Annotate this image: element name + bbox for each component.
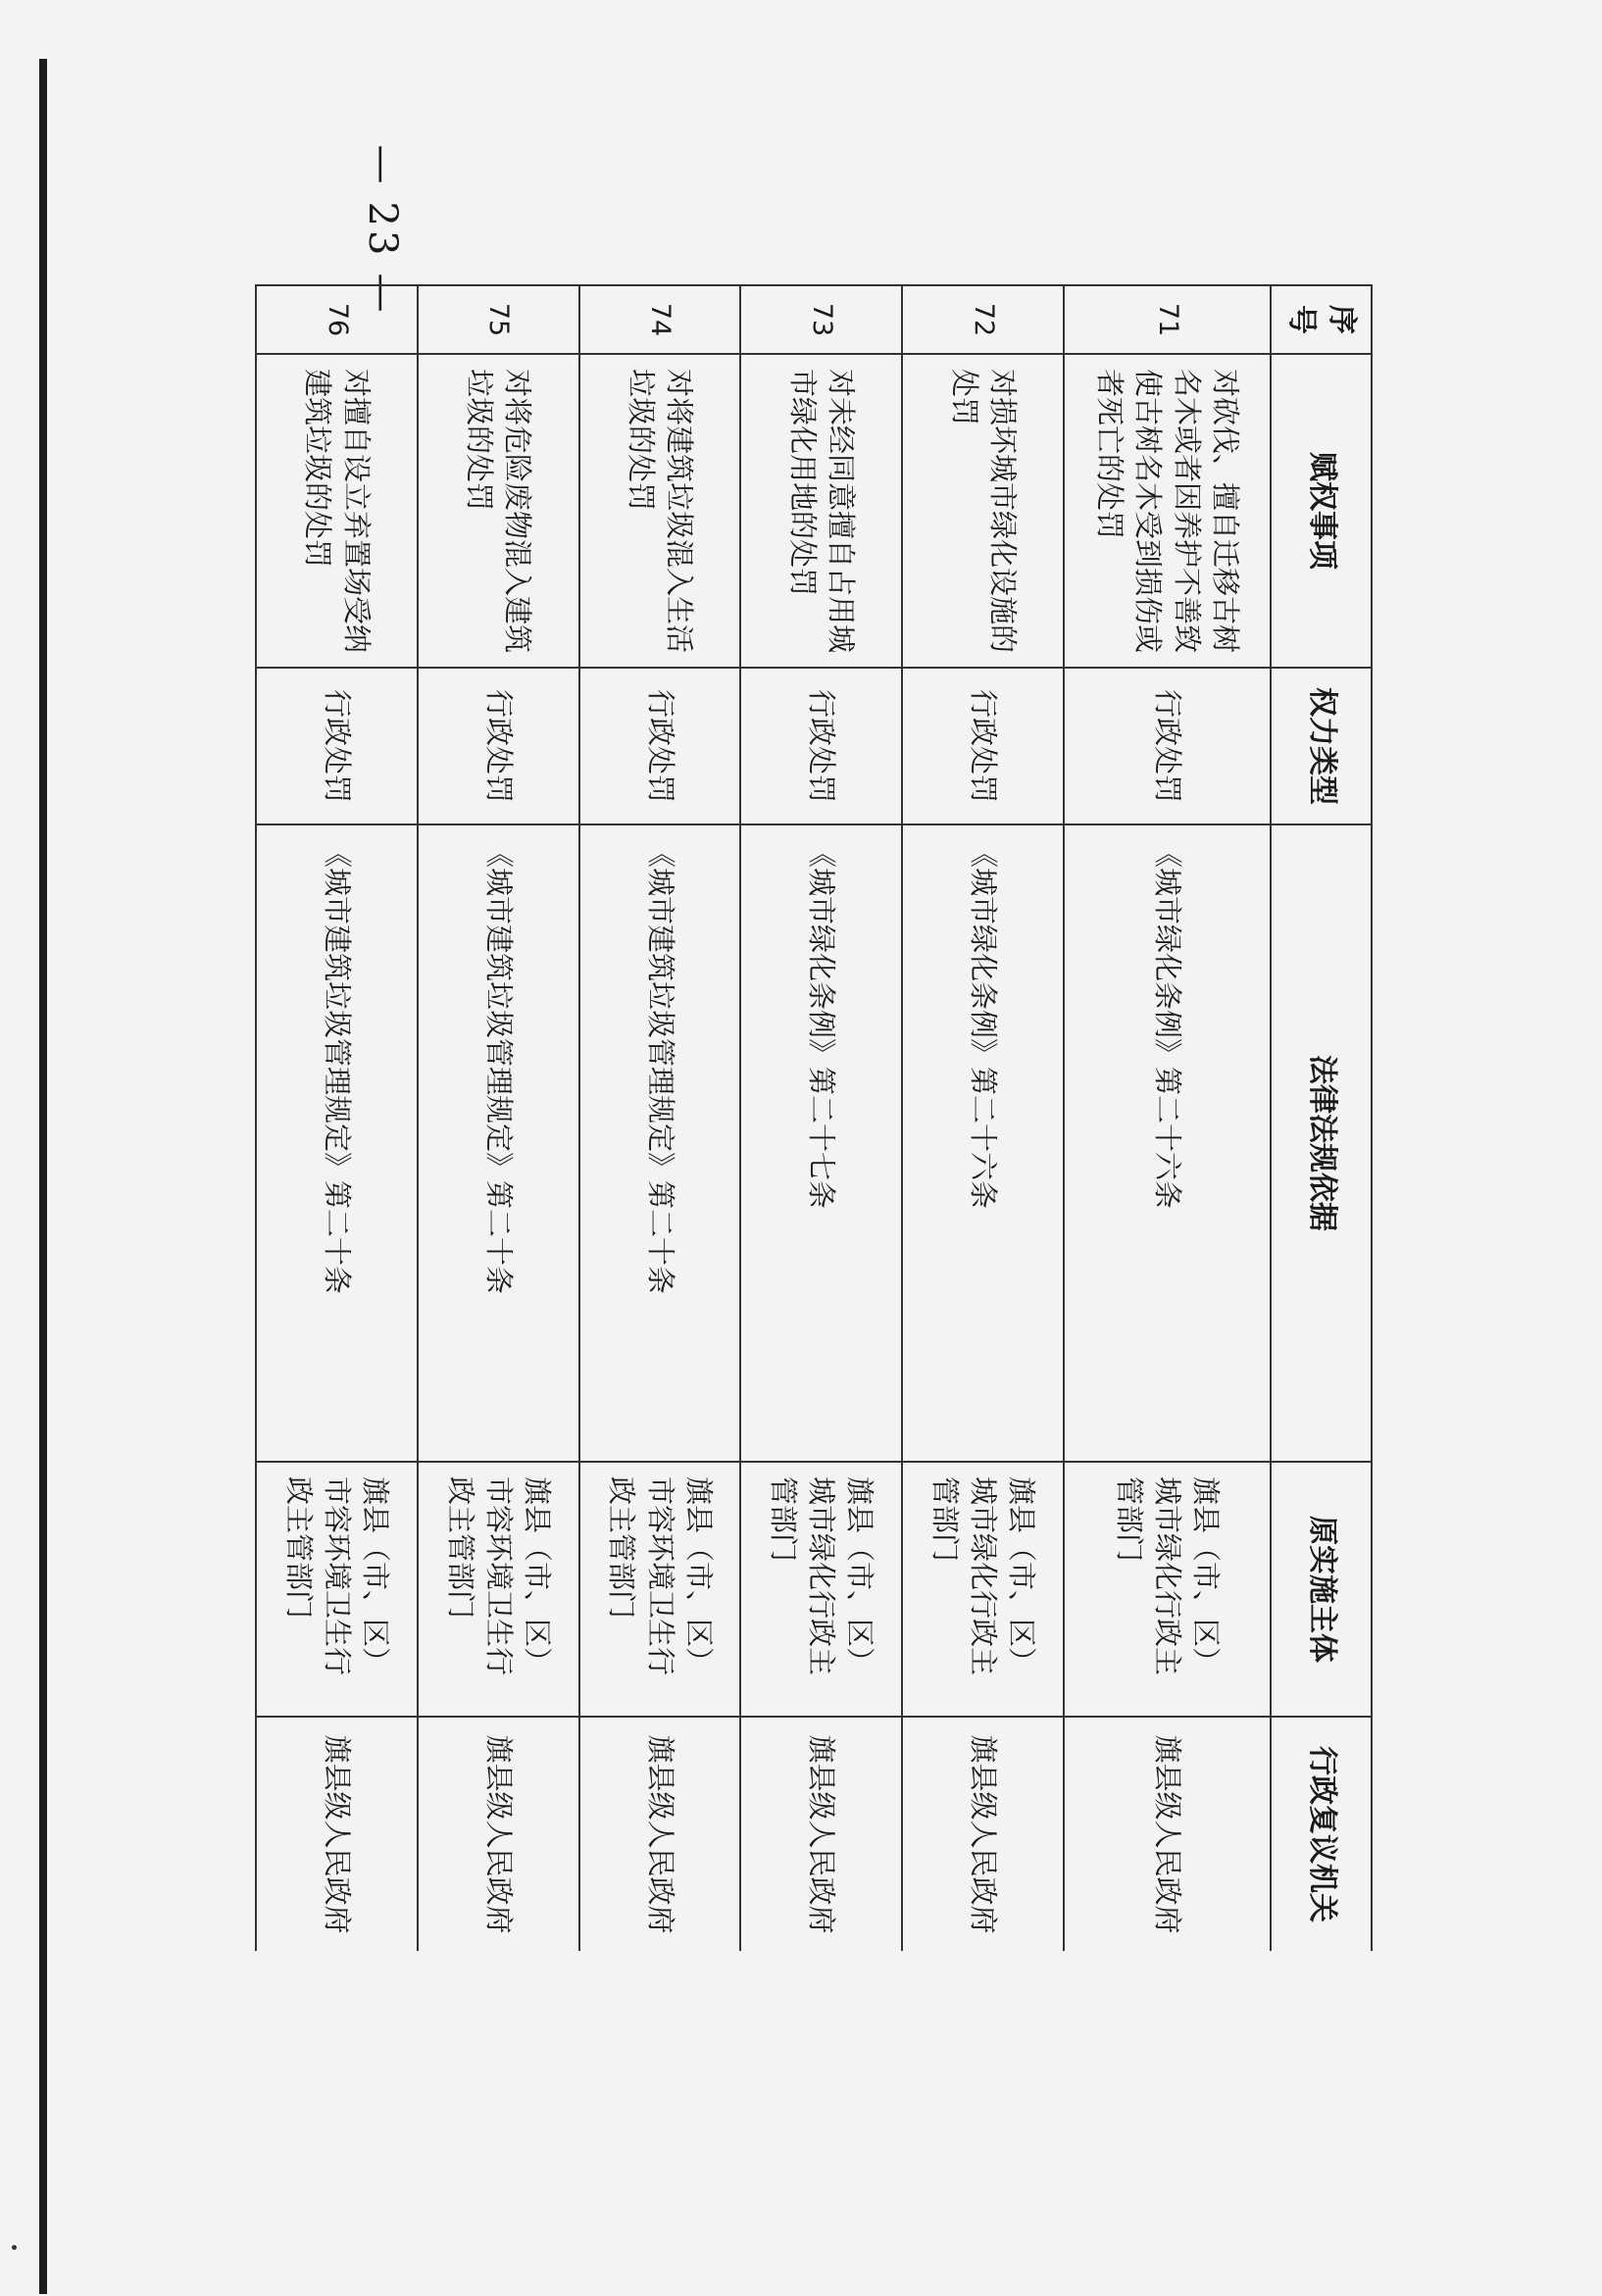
cell-item: 对将危险废物混入建筑垃圾的处罚 bbox=[418, 354, 579, 668]
header-type: 权力类型 bbox=[1271, 668, 1372, 824]
cell-basis: 《城市绿化条例》第二十六条 bbox=[1064, 824, 1271, 1462]
cell-review: 旗县级人民政府 bbox=[740, 1717, 902, 1951]
cell-type: 行政处罚 bbox=[902, 668, 1064, 824]
cell-seq: 72 bbox=[902, 285, 1064, 354]
cell-type: 行政处罚 bbox=[579, 668, 741, 824]
page-number-dash-right: — bbox=[360, 273, 405, 317]
header-basis: 法律法规依据 bbox=[1271, 824, 1372, 1462]
table-row bbox=[256, 285, 418, 1951]
header-subject: 原实施主体 bbox=[1271, 1462, 1372, 1717]
table-row bbox=[418, 285, 579, 1951]
cell-item: 对将建筑垃圾混入生活垃圾的处罚 bbox=[579, 354, 741, 668]
cell-seq: 76 bbox=[256, 285, 418, 354]
cell-item: 对砍伐、擅自迁移古树名木或者因养护不善致使古树名木受到损伤或者死亡的处罚 bbox=[1064, 354, 1271, 668]
cell-subject: 旗县（市、区）城市绿化行政主管部门 bbox=[740, 1462, 902, 1717]
cell-item: 对擅自设立弃置场受纳建筑垃圾的处罚 bbox=[256, 354, 418, 668]
cell-seq: 73 bbox=[740, 285, 902, 354]
page-number-value: 23 bbox=[360, 201, 405, 260]
cell-basis: 《城市建筑垃圾管理规定》第二十条 bbox=[256, 824, 418, 1462]
scan-edge bbox=[39, 59, 47, 2294]
cell-seq: 71 bbox=[1064, 285, 1271, 354]
cell-basis: 《城市建筑垃圾管理规定》第二十条 bbox=[579, 824, 741, 1462]
cell-review: 旗县级人民政府 bbox=[418, 1717, 579, 1951]
scan-speck bbox=[12, 2245, 17, 2250]
table-rotated bbox=[255, 284, 1373, 1951]
cell-review: 旗县级人民政府 bbox=[1064, 1717, 1271, 1951]
cell-type: 行政处罚 bbox=[418, 668, 579, 824]
header-review: 行政复议机关 bbox=[1271, 1717, 1372, 1951]
cell-review: 旗县级人民政府 bbox=[256, 1717, 418, 1951]
cell-subject: 旗县（市、区）市容环境卫生行政主管部门 bbox=[418, 1462, 579, 1717]
cell-basis: 《城市绿化条例》第二十六条 bbox=[902, 824, 1064, 1462]
cell-type: 行政处罚 bbox=[740, 668, 902, 824]
table-row bbox=[579, 285, 741, 1951]
cell-type: 行政处罚 bbox=[256, 668, 418, 824]
cell-subject: 旗县（市、区）城市绿化行政主管部门 bbox=[1064, 1462, 1271, 1717]
table-row bbox=[1064, 285, 1271, 1951]
table-frame bbox=[255, 284, 1373, 1951]
cell-seq: 74 bbox=[579, 285, 741, 354]
cell-item: 对未经同意擅自占用城市绿化用地的处罚 bbox=[740, 354, 902, 668]
cell-review: 旗县级人民政府 bbox=[579, 1717, 741, 1951]
cell-basis: 《城市建筑垃圾管理规定》第二十条 bbox=[418, 824, 579, 1462]
cell-review: 旗县级人民政府 bbox=[902, 1717, 1064, 1951]
table-row bbox=[902, 285, 1064, 1951]
cell-seq: 75 bbox=[418, 285, 579, 354]
header-item: 赋权事项 bbox=[1271, 354, 1372, 668]
cell-subject: 旗县（市、区）城市绿化行政主管部门 bbox=[902, 1462, 1064, 1717]
table-header-row bbox=[1271, 285, 1372, 1951]
page-number-dash-left: — bbox=[360, 144, 405, 188]
cell-item: 对损坏城市绿化设施的处罚 bbox=[902, 354, 1064, 668]
header-seq: 序号 bbox=[1271, 285, 1372, 354]
cell-basis: 《城市绿化条例》第二十七条 bbox=[740, 824, 902, 1462]
table-row bbox=[740, 285, 902, 1951]
cell-type: 行政处罚 bbox=[1064, 668, 1271, 824]
cell-subject: 旗县（市、区）市容环境卫生行政主管部门 bbox=[256, 1462, 418, 1717]
authorization-table bbox=[255, 284, 1373, 1951]
cell-subject: 旗县（市、区）市容环境卫生行政主管部门 bbox=[579, 1462, 741, 1717]
